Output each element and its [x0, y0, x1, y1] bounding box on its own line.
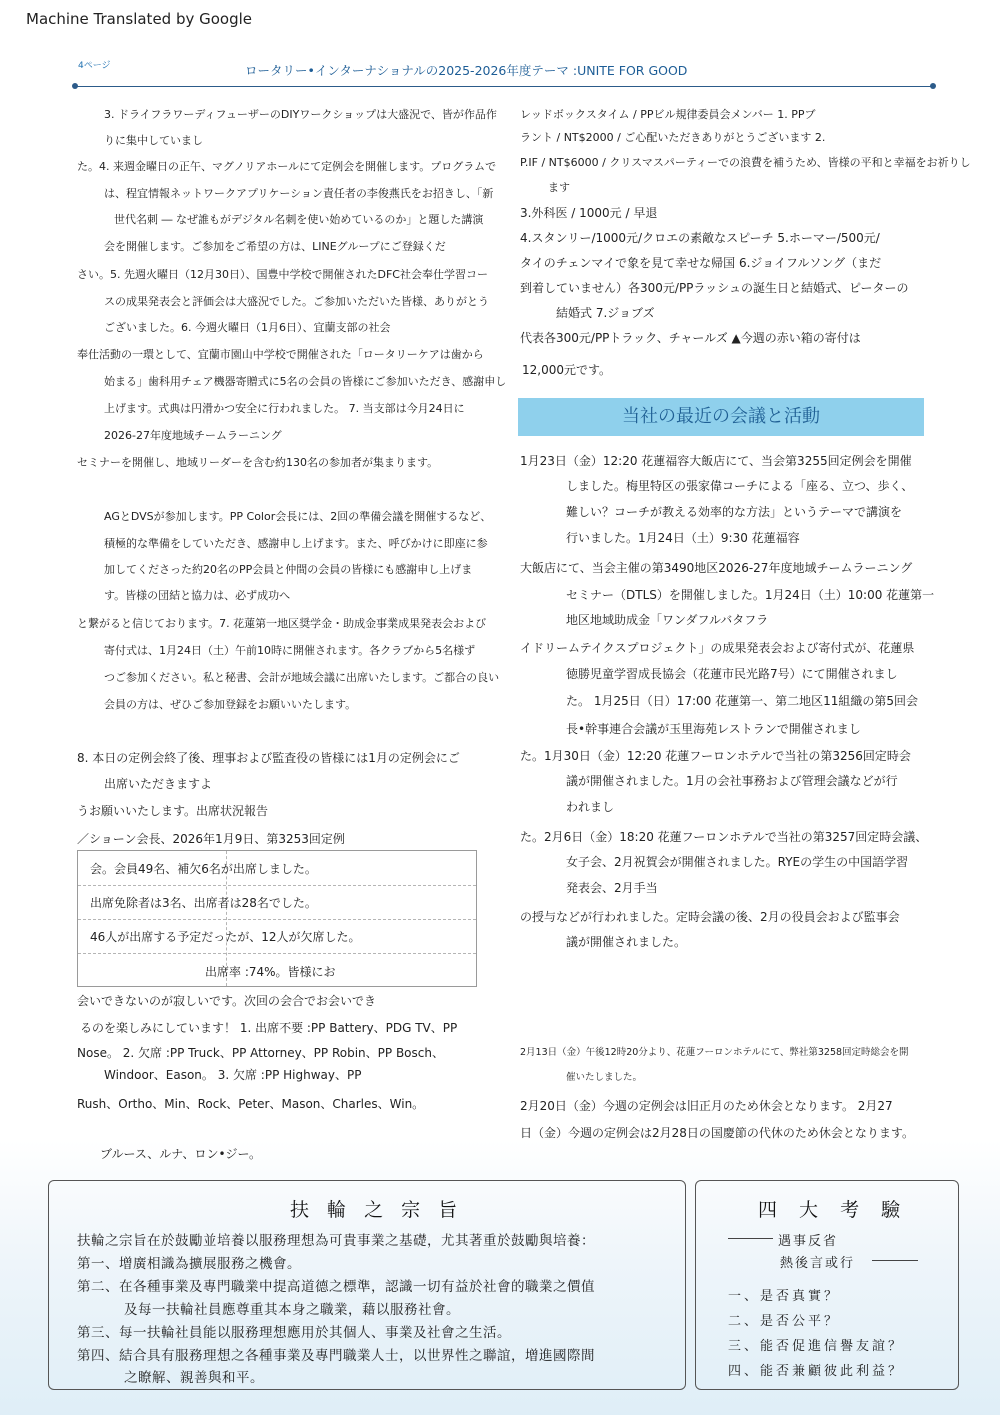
- left-line: 会を開催します。ご参加をご希望の方は、LINEグループにご登録くだ: [104, 240, 446, 253]
- four-way-item: 三、能否促進信譽友誼？: [728, 1339, 905, 1354]
- left-line: ブルース、ルナ、ロン•ジー。: [100, 1147, 262, 1161]
- left-line: 会いできないのが寂しいです。次回の会合でお会いでき: [77, 994, 377, 1008]
- machine-translated-label: Machine Translated by Google: [26, 10, 253, 28]
- left-line: 上げます。式典は円滑かつ安全に行われました。 7. 当支部は今月24日に: [104, 402, 465, 415]
- object-line: 及每一扶輪社員應尊重其本身之職業，藉以服務社會。: [124, 1302, 460, 1318]
- object-line: 第一、增廣相識為擴展服務之機會。: [77, 1256, 301, 1272]
- activity-line: 議が開催されました。1月の会社事務および管理会議などが行: [566, 774, 898, 788]
- activity-line: 1月23日（金）12:20 花蓮福容大飯店にて、当会第3255回定例会を開催: [520, 454, 912, 468]
- activity-line: 徳勝児童学習成長協会（花蓮市民光路7号）にて開催されまし: [566, 667, 898, 681]
- object-line: 第二、在各種事業及專門職業中提高道德之標準，認識一切有益於社會的職業之價值: [77, 1279, 595, 1295]
- activity-line: 地区地域助成金「ワンダフルバタフラ: [566, 613, 769, 627]
- object-line: 之瞭解、親善與和平。: [124, 1370, 264, 1386]
- right-line: タイのチェンマイで象を見て幸せな帰国 6.ジョイフルソング（まだ: [520, 256, 882, 270]
- activity-line: 議が開催されました。: [566, 935, 687, 949]
- left-line: 会員の方は、ぜひご参加登録をお願いいたします。: [104, 698, 357, 711]
- right-line: 3.外科医 / 1000元 / 早退: [520, 206, 658, 220]
- activity-line: われまし: [566, 800, 615, 814]
- left-line: Windoor、Eason。 3. 欠席 :PP Highway、PP: [104, 1068, 362, 1082]
- attendance-line: 46人が出席する予定だったが、12人が欠席した。: [90, 930, 361, 944]
- header-rule-dot-left: [72, 83, 78, 89]
- right-line: 結婚式 7.ジョブズ: [556, 306, 655, 320]
- left-line: 奉仕活動の一環として、宜蘭市園山中学校で開催された「ロータリーケアは歯から: [77, 348, 484, 361]
- left-line: 加してくださった約20名のPP会員と仲間の会員の皆様にも感謝申し上げま: [104, 563, 473, 576]
- notice-line: 2月20日（金）今週の定例会は旧正月のため休会となります。 2月27: [520, 1099, 893, 1113]
- left-line: AGとDVSが参加します。PP Color会長には、2回の準備会議を開催するなど、: [104, 510, 492, 523]
- left-line: は、程宜情報ネットワークアプリケーション責任者の李俊燕氏をお招きし、「新: [104, 187, 494, 200]
- left-line: りに集中していまし: [104, 134, 203, 147]
- right-line: ます: [548, 181, 570, 194]
- left-line: ございました。6. 今週火曜日（1月6日）、宜蘭支部の社会: [104, 321, 391, 334]
- left-line: Nose。 2. 欠席 :PP Truck、PP Attorney、PP Robin、PP Bosch、: [77, 1046, 444, 1060]
- four-way-subtitle: 遇事反省: [778, 1234, 839, 1249]
- activity-line: た。1月30日（金）12:20 花蓮フーロンホテルで当社の第3256回定時会: [520, 749, 911, 763]
- notice-line: 日（金）今週の定例会は2月28日の国慶節の代休のため休会となります。: [520, 1126, 914, 1140]
- left-line: 3. ドライフラワーディフューザーのDIYワークショップは大盛況で、皆が作品作: [104, 108, 497, 121]
- attendance-rate: 出席率 :74%。皆様にお: [205, 965, 336, 979]
- left-line: つご参加ください。私と秘書、会計が地域会議に出席いたします。ご都合の良い: [104, 671, 500, 684]
- activity-line: 長•幹事連合会議が玉里海苑レストランで開催されまし: [566, 722, 861, 736]
- attendance-divider: [78, 953, 476, 954]
- four-way-subtitle: 熱後言或行: [780, 1256, 856, 1271]
- right-line: レッドボックスタイム / PPビル規律委員会メンバー 1. PPブ: [520, 108, 816, 121]
- right-line: P.IF / NT$6000 / クリスマスパーティーでの浪費を補うため、皆様の平和と幸福をお祈りし: [520, 156, 971, 169]
- object-of-rotary-title: 扶 輪 之 宗 旨: [290, 1199, 464, 1221]
- left-line: るのを楽しみにしています！ 1. 出席不要 :PP Battery、PDG TV、PP: [80, 1021, 458, 1035]
- subtitle-rule-right: [872, 1260, 918, 1261]
- four-way-item: 四、能否兼顧彼此利益？: [728, 1364, 905, 1379]
- subtitle-rule-left: [728, 1238, 773, 1239]
- header-rule-dot-right: [930, 83, 936, 89]
- left-line: さい。5. 先週火曜日（12月30日）、国豊中学校で開催されたDFC社会奉仕学習コー: [77, 268, 488, 281]
- right-line: 代表各300元/PPトラック、チャールズ ▲今週の赤い箱の寄付は: [520, 331, 861, 345]
- four-way-item: 二、是否公平？: [728, 1314, 841, 1329]
- left-line: うお願いいたします。出席状況報告: [77, 804, 269, 818]
- object-line: 扶輪之宗旨在於鼓勵並培養以服務理想為可貴事業之基礎，尤其著重於鼓勵與培養：: [77, 1233, 595, 1249]
- notice-line: 催いたしました。: [566, 1072, 643, 1083]
- activity-line: 大飯店にて、当会主催の第3490地区2026-27年度地域チームラーニング: [520, 561, 913, 575]
- left-line: す。皆様の団結と協力は、必ず成功へ: [104, 589, 291, 602]
- activity-line: 発表会、2月手当: [566, 881, 658, 895]
- object-line: 第四、結合具有服務理想之各種事業及專門職業人士，以世界性之聯誼，增進國際間: [77, 1348, 595, 1364]
- left-line: 世代名刺 ― なぜ誰もがデジタル名刺を使い始めているのか」と題した講演: [114, 213, 484, 226]
- right-line: 4.スタンリー/1000元/クロエの素敵なスピーチ 5.ホーマー/500元/: [520, 231, 880, 245]
- activity-line: た。 1月25日（日）17:00 花蓮第一、第二地区11組織の第5回会: [566, 694, 919, 708]
- attendance-divider: [78, 885, 476, 886]
- notice-line: 2月13日（金）午後12時20分より、花蓮フーロンホテルにて、弊社第3258回定時総会を開: [520, 1047, 909, 1058]
- left-line: ／ショーン会長、2026年1月9日、第3253回定例: [77, 832, 345, 846]
- object-line: 第三、每一扶輪社員能以服務理想應用於其個人、事業及社會之生活。: [77, 1325, 511, 1341]
- left-line: 始まる」歯科用チェア機器寄贈式に5名の会員の皆様にご参加いただき、感謝申し: [104, 375, 507, 388]
- activity-line: イドリームテイクスプロジェクト」の成果発表会および寄付式が、花蓮県: [520, 641, 915, 655]
- left-line: た。4. 来週金曜日の正午、マグノリアホールにて定例会を開催します。プログラムで: [77, 160, 497, 173]
- header-rule: [75, 86, 935, 87]
- left-line: 8. 本日の定例会終了後、理事および監査役の皆様には1月の定例会にご: [77, 751, 460, 765]
- activity-line: セミナー（DTLS）を開催しました。1月24日（土）10:00 花蓮第一: [566, 588, 935, 602]
- activity-line: 女子会、2月祝賀会が開催されました。RYEの学生の中国語学習: [566, 855, 909, 869]
- attendance-divider: [78, 919, 476, 920]
- four-way-item: 一、是否真實？: [728, 1289, 841, 1304]
- page-number: 4ページ: [78, 61, 111, 71]
- left-line: 寄付式は、1月24日（土）午前10時に開催されます。各クラブから5名様ず: [104, 644, 476, 657]
- right-line: 到着していません）各300元/PPラッシュの誕生日と結婚式、ピーターの: [520, 281, 909, 295]
- left-line: 積極的な準備をしていただき、感謝申し上げます。また、呼びかけに即座に参: [104, 537, 488, 550]
- activity-line: しました。梅里特区の張家偉コーチによる「座る、立つ、歩く、: [566, 479, 914, 493]
- attendance-line: 出席免除者は3名、出席者は28名でした。: [90, 896, 317, 910]
- left-line: Rush、Ortho、Min、Rock、Peter、Mason、Charles、Win。: [77, 1097, 425, 1111]
- activity-line: の授与などが行われました。定時会議の後、2月の役員会および監事会: [520, 910, 900, 924]
- left-line: セミナーを開催し、地域リーダーを含む約130名の参加者が集まります。: [77, 456, 439, 469]
- activity-line: 難しい？コーチが教える効率的な方法」というテーマで講演を: [566, 505, 903, 519]
- page-header-theme: ロータリー•インターナショナルの2025-2026年度テーマ :UNITE FOR GOOD: [245, 63, 688, 78]
- right-line: 12,000元です。: [522, 363, 612, 377]
- activity-line: た。2月6日（金）18:20 花蓮フーロンホテルで当社の第3257回定時会議、: [520, 830, 928, 844]
- right-line: ラント / NT$2000 / ご心配いただきありがとうございます 2.: [520, 131, 826, 144]
- section-title: 当社の最近の会議と活動: [622, 406, 820, 427]
- left-line: 出席いただきますよ: [104, 777, 213, 791]
- left-line: 2026-27年度地域チームラーニング: [104, 429, 282, 442]
- left-line: と繋がると信じております。7. 花蓮第一地区奨学金・助成金事業成果発表会および: [77, 617, 487, 630]
- activity-line: 行いました。1月24日（土）9:30 花蓮福容: [566, 531, 800, 545]
- four-way-test-title: 四 大 考 驗: [758, 1199, 909, 1221]
- section-banner: [518, 398, 924, 436]
- attendance-line: 会。会員49名、補欠6名が出席しました。: [90, 862, 317, 876]
- left-line: スの成果発表会と評価会は大盛況でした。ご参加いただいた皆様、ありがとう: [104, 295, 489, 308]
